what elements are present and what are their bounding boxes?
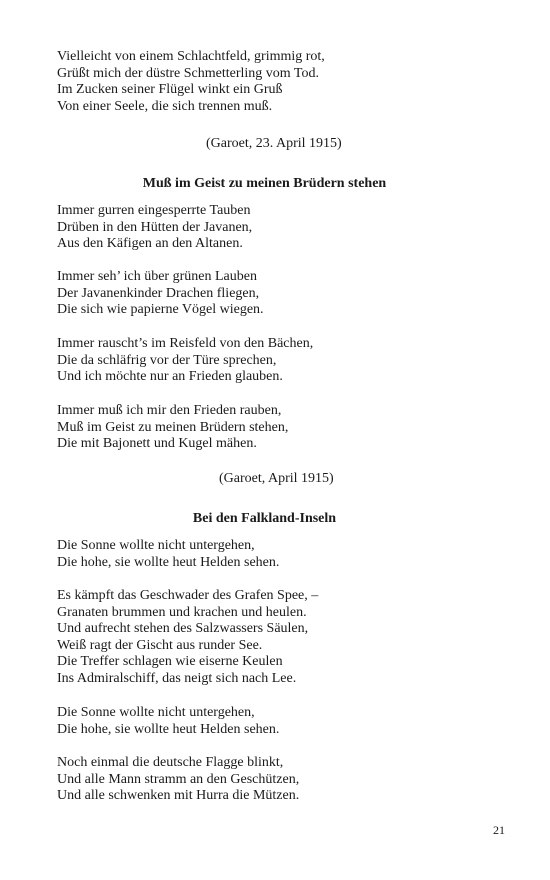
verse-line: Von einer Seele, die sich trennen muß.: [57, 98, 273, 114]
verse-line: Die hohe, sie wollte heut Helden sehen.: [57, 721, 280, 737]
verse-line: Die Treffer schlagen wie eiserne Keulen: [57, 654, 283, 670]
poem3-stanza-4: [57, 755, 497, 805]
verse-line: Drüben in den Hütten der Javanen,: [57, 219, 253, 235]
verse-line: Immer gurren eingesperrte Tauben: [57, 203, 251, 218]
verse-line: Granaten brummen und krachen und heulen.: [57, 604, 307, 620]
poem2-stanza-4: [57, 403, 497, 453]
poem3-stanza-3: [57, 705, 497, 738]
verse-line: Immer rauscht’s im Reisfeld von den Bächen,: [57, 336, 314, 351]
verse-line: Aus den Käfigen an den Altanen.: [57, 236, 243, 252]
verse-line: Noch einmal die deutsche Flagge blinkt,: [57, 755, 284, 770]
verse-line: Die Sonne wollte nicht untergehen,: [57, 705, 255, 720]
poem1-stanza-1: [57, 49, 497, 115]
verse-line: Die sich wie papierne Vögel wiegen.: [57, 302, 264, 318]
verse-line: Ins Admiralschiff, das neigt sich nach Lee.: [57, 670, 297, 686]
verse-line: Grüßt mich der düstre Schmetterling vom Tod.: [57, 65, 319, 81]
poem3-title: Bei den Falkland-Inseln: [192, 511, 337, 526]
verse-line: Es kämpft das Geschwader des Grafen Spee, –: [57, 588, 319, 603]
verse-line: Der Javanenkinder Drachen fliegen,: [57, 285, 260, 301]
poem2-stanza-1: [57, 203, 497, 253]
poem1-date: (Garoet, 23. April 1915): [206, 136, 342, 151]
poem3-stanza-1: [57, 538, 497, 571]
verse-line: Vielleicht von einem Schlachtfeld, grimmig rot,: [57, 49, 325, 64]
verse-line: Im Zucken seiner Flügel winkt ein Gruß: [57, 82, 283, 98]
page-number: 21: [493, 823, 505, 837]
poem2-stanza-2: [57, 269, 497, 319]
verse-line: Die mit Bajonett und Kugel mähen.: [57, 436, 257, 452]
poem2-date: (Garoet, April 1915): [219, 471, 334, 486]
verse-line: Weiß ragt der Gischt aus runder See.: [57, 637, 263, 653]
poem2-stanza-3: [57, 336, 497, 386]
verse-line: Die hohe, sie wollte heut Helden sehen.: [57, 554, 280, 570]
verse-line: Und ich möchte nur an Frieden glauben.: [57, 369, 283, 385]
verse-line: Die Sonne wollte nicht untergehen,: [57, 538, 255, 553]
poem3-stanza-2: [57, 588, 497, 688]
poem2-title: Muß im Geist zu meinen Brüdern stehen: [142, 176, 387, 191]
verse-line: Muß im Geist zu meinen Brüdern stehen,: [57, 419, 289, 435]
verse-line: Immer muß ich mir den Frieden rauben,: [57, 403, 282, 418]
verse-line: Und alle schwenken mit Hurra die Mützen.: [57, 788, 300, 804]
verse-line: Und aufrecht stehen des Salzwassers Säulen,: [57, 621, 309, 637]
verse-line: Die da schläfrig vor der Türe sprechen,: [57, 352, 277, 368]
verse-line: Und alle Mann stramm an den Geschützen,: [57, 771, 300, 787]
verse-line: Immer seh’ ich über grünen Lauben: [57, 269, 257, 284]
